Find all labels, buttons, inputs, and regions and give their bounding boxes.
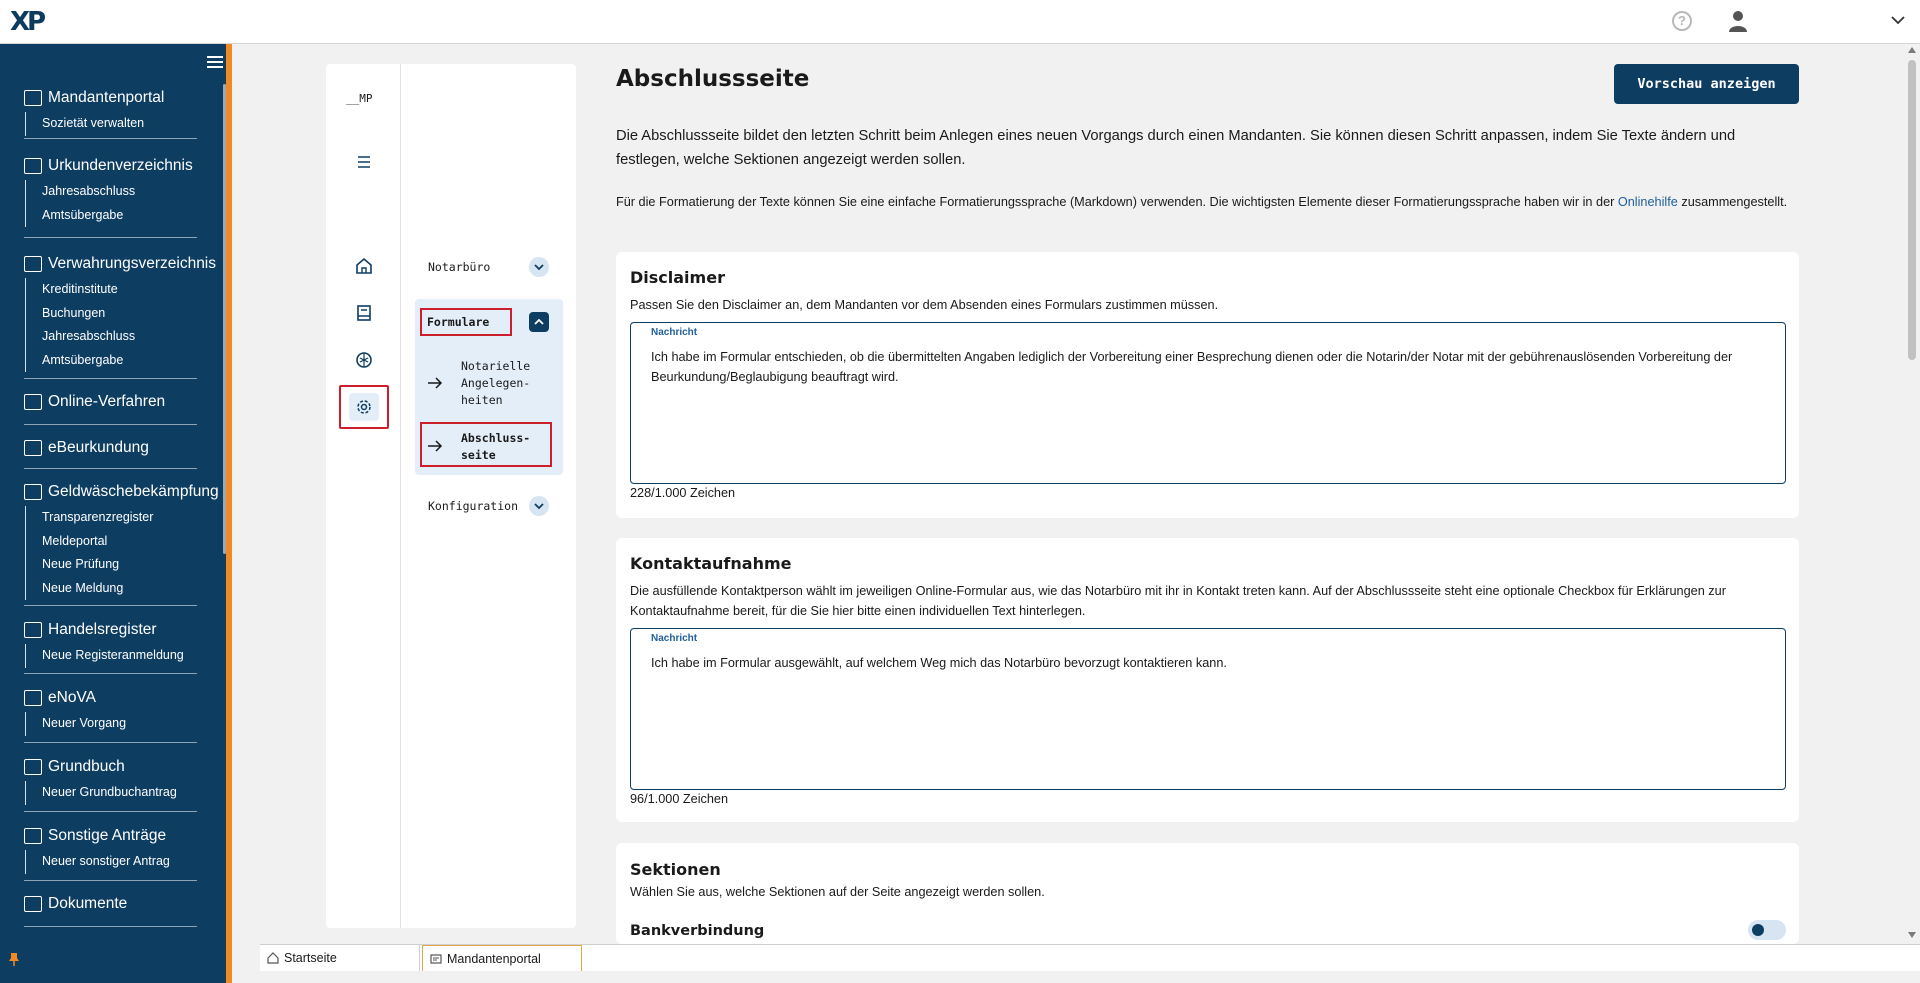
sidebar-item-verwahrungsverzeichnis[interactable]: Verwahrungsverzeichnis	[0, 252, 222, 276]
sidebar-item-handelsregister[interactable]: Handelsregister	[0, 618, 222, 642]
nav-link-abschlussseite[interactable]	[425, 430, 555, 464]
sektionen-card	[616, 843, 1799, 944]
intro-text: Die Abschlussseite bildet den letzten Schritt beim Anlegen eines neuen Vorgangs durch einen Mandanten. Sie können diesen Schritt anpassen, indem Sie Texte ändern und festlegen, welche Sektionen angezeigt werden sollen.	[616, 128, 1736, 168]
bank-icon	[24, 256, 42, 272]
scroll-up-arrow[interactable]	[1908, 47, 1916, 53]
sidebar-subitem[interactable]: Neue Registeranmeldung	[42, 648, 184, 662]
disclaimer-title: Disclaimer	[630, 268, 725, 287]
sidebar-item-geldwaeschebekaempfung[interactable]: Geldwäschebekämpfung	[0, 480, 222, 504]
sidebar-group-mandantenportal	[0, 86, 222, 136]
question-circle-icon[interactable]: ?	[1672, 11, 1692, 31]
sidebar-subitem[interactable]: Neue Prüfung	[42, 557, 120, 571]
portal-icon	[430, 953, 442, 965]
kontakt-message-field[interactable]	[630, 628, 1786, 790]
sidebar-divider	[24, 424, 197, 425]
collapse-formulare-button[interactable]	[529, 312, 549, 332]
sidebar-divider	[24, 605, 197, 606]
ebeurkundung-icon	[24, 440, 42, 456]
bankverbindung-label: Bankverbindung	[630, 923, 765, 939]
sidebar-group-enova	[0, 686, 222, 736]
onlinehilfe-link[interactable]: Onlinehilfe	[1617, 195, 1678, 209]
book-icon	[24, 759, 42, 775]
disclaimer-message-field[interactable]	[630, 322, 1786, 484]
nav-link-label: Abschluss-seite	[461, 431, 531, 462]
section-formulare	[415, 299, 563, 475]
char-counter: 228/1.000 Zeichen	[630, 486, 736, 500]
app-logo[interactable]: XP	[10, 7, 44, 37]
sidebar-subitem[interactable]: Meldeportal	[42, 533, 108, 548]
sidebar-group-ebeurkundung	[0, 436, 222, 460]
sidebar-accent-bar	[226, 44, 232, 983]
kontakt-card	[616, 538, 1799, 822]
bankverbindung-toggle[interactable]	[1748, 920, 1786, 940]
arrow-right-icon	[427, 439, 443, 453]
settings-button[interactable]	[349, 393, 379, 421]
enova-icon	[24, 690, 42, 706]
ai-assistant-icon[interactable]	[354, 350, 374, 370]
sidebar-subitem[interactable]: Buchungen	[42, 305, 106, 320]
portal-icon	[24, 90, 42, 106]
sidebar-subitem[interactable]: Sozietät verwalten	[42, 116, 145, 130]
sidebar-item-mandantenportal[interactable]: Mandantenportal	[0, 86, 222, 110]
chevron-down-icon	[533, 261, 545, 273]
sidebar-group-geldwaeschebekaempfung	[0, 480, 222, 600]
sidebar-group-online-verfahren	[0, 390, 222, 414]
settings-navigation-panel	[326, 64, 576, 928]
sidebar-subitem[interactable]: Amtsübergabe	[42, 352, 124, 367]
home-icon[interactable]	[354, 256, 374, 276]
sidebar-item-ebeurkundung[interactable]: eBeurkundung	[0, 436, 222, 460]
sidebar-group-sonstige-antraege	[0, 824, 222, 874]
expand-notarbuero-button[interactable]	[529, 257, 549, 277]
money-icon	[24, 484, 42, 500]
sidebar-divider	[24, 673, 197, 674]
documents-icon	[24, 896, 42, 912]
sektionen-description: Wählen Sie aus, welche Sektionen auf der Seite angezeigt werden sollen.	[630, 885, 1045, 899]
section-notarbuero[interactable]: Notarbüro	[428, 260, 491, 274]
main-sidebar	[0, 44, 232, 983]
tab-mandantenportal[interactable]	[422, 945, 582, 972]
tab-startseite[interactable]	[260, 945, 420, 972]
top-bar	[0, 0, 1920, 44]
format-hint-text: Für die Formatierung der Texte können Sie eine einfache Formatierungssprache (Markdown) verwenden. Die wichtigsten Elemente dieser Formatierungssprache haben wir in der	[616, 195, 1618, 209]
disclaimer-description: Passen Sie den Disclaimer an, dem Mandanten vor dem Absenden eines Formulars zustimmen müssen.	[630, 298, 1219, 312]
form-icon	[24, 828, 42, 844]
sidebar-divider	[24, 742, 197, 743]
nav-link-notarielle-angelegenheiten[interactable]	[425, 358, 555, 412]
tab-label: Startseite	[284, 951, 337, 965]
register-icon	[24, 622, 42, 638]
sidebar-item-grundbuch[interactable]: Grundbuch	[0, 755, 222, 779]
scroll-thumb[interactable]	[1908, 60, 1916, 360]
sidebar-group-handelsregister	[0, 618, 222, 668]
hamburger-menu-icon[interactable]	[207, 56, 223, 70]
sidebar-subitem[interactable]: Jahresabschluss	[42, 329, 136, 343]
menu-lines-icon[interactable]	[354, 152, 374, 172]
nav-link-label: Notarielle Angelegen-heiten	[461, 359, 531, 407]
page-title: Abschlussseite	[616, 66, 810, 92]
kontakt-description: Die ausfüllende Kontaktperson wählt im jeweiligen Online-Formular aus, wie das Notarbüro mit ihr in Kontakt treten kann. Auf der Abschlussseite steht eine optionale Checkbox für Erklärungen zur Kontaktaufnahme bereit, für die Sie hier bitte einen individuellen Text hinterlegen.	[630, 584, 1726, 618]
book-icon[interactable]	[354, 303, 374, 323]
gear-icon	[356, 399, 372, 415]
home-icon	[267, 952, 279, 964]
field-label: Nachricht	[651, 327, 698, 338]
section-formulare-label[interactable]: Formulare	[420, 308, 512, 336]
sidebar-item-dokumente[interactable]: Dokumente	[0, 892, 222, 916]
sektionen-title: Sektionen	[630, 860, 721, 879]
page-scrollbar[interactable]	[1904, 44, 1920, 944]
online-icon	[24, 394, 42, 410]
chevron-up-icon	[533, 316, 545, 328]
sidebar-divider	[24, 926, 197, 927]
char-counter: 96/1.000 Zeichen	[630, 792, 729, 806]
sidebar-subitem[interactable]: Jahresabschluss	[42, 184, 136, 198]
sidebar-item-urkundenverzeichnis[interactable]: Urkundenverzeichnis	[0, 154, 222, 178]
sidebar-subitem[interactable]: Kreditinstitute	[42, 282, 118, 296]
sidebar-group-grundbuch	[0, 755, 222, 805]
sidebar-item-online-verfahren[interactable]: Online-Verfahren	[0, 390, 222, 414]
pin-icon[interactable]	[8, 952, 20, 966]
chevron-down-icon[interactable]	[1890, 12, 1906, 28]
scroll-down-arrow[interactable]	[1908, 932, 1916, 938]
toggle-knob	[1752, 924, 1764, 936]
rail-divider	[400, 64, 401, 928]
register-icon	[24, 158, 42, 174]
sidebar-divider	[24, 811, 197, 812]
field-value: Ich habe im Formular ausgewählt, auf welchem Weg mich das Notarbüro bevorzugt kontaktieren kann.	[651, 656, 1227, 670]
sidebar-item-sonstige-antraege[interactable]: Sonstige Anträge	[0, 824, 222, 848]
bottom-strip	[232, 971, 1920, 983]
format-hint-text-end: zusammengestellt.	[1677, 195, 1788, 209]
sidebar-subitem[interactable]: Transparenzregister	[42, 510, 154, 524]
sidebar-subitem[interactable]: Neuer sonstiger Antrag	[42, 854, 170, 868]
sidebar-divider	[24, 378, 197, 379]
section-konfiguration[interactable]: Konfiguration	[428, 499, 519, 513]
sidebar-group-verwahrungsverzeichnis	[0, 252, 222, 372]
sidebar-subitem[interactable]: Amtsübergabe	[42, 207, 124, 222]
sidebar-subitem[interactable]: Neue Meldung	[42, 580, 124, 595]
tab-label: Mandantenportal	[447, 952, 541, 966]
sidebar-scrollbar[interactable]	[223, 84, 226, 554]
kontakt-title: Kontaktaufnahme	[630, 554, 792, 573]
field-value: Ich habe im Formular entschieden, ob die übermittelten Angaben lediglich der Vorbereitung einer Besprechung dienen oder die Notarin/der Notar mit der gebührenauslösenden Vorbereitung der Beurkundung/Beglaubigung beauftragt wird.	[651, 350, 1733, 384]
sidebar-item-enova[interactable]: eNoVA	[0, 686, 222, 710]
preview-button[interactable]: Vorschau anzeigen	[1614, 64, 1799, 104]
expand-konfiguration-button[interactable]	[529, 496, 549, 516]
disclaimer-card	[616, 252, 1799, 518]
settings-highlight	[339, 385, 389, 429]
sidebar-group-urkundenverzeichnis	[0, 154, 222, 227]
tab-bar	[260, 944, 1920, 971]
arrow-right-icon	[427, 376, 443, 390]
sidebar-divider	[24, 138, 197, 139]
brand-label: __MP	[346, 92, 373, 105]
chevron-down-icon	[533, 500, 545, 512]
user-icon[interactable]	[1726, 9, 1750, 33]
sidebar-subitem[interactable]: Neuer Grundbuchantrag	[42, 785, 177, 799]
sidebar-divider	[24, 880, 197, 881]
sidebar-divider	[24, 237, 197, 238]
sidebar-divider	[24, 468, 197, 469]
sidebar-subitem[interactable]: Neuer Vorgang	[42, 716, 127, 730]
field-label: Nachricht	[651, 633, 698, 644]
sidebar-group-dokumente	[0, 892, 222, 916]
format-hint	[616, 192, 1796, 212]
